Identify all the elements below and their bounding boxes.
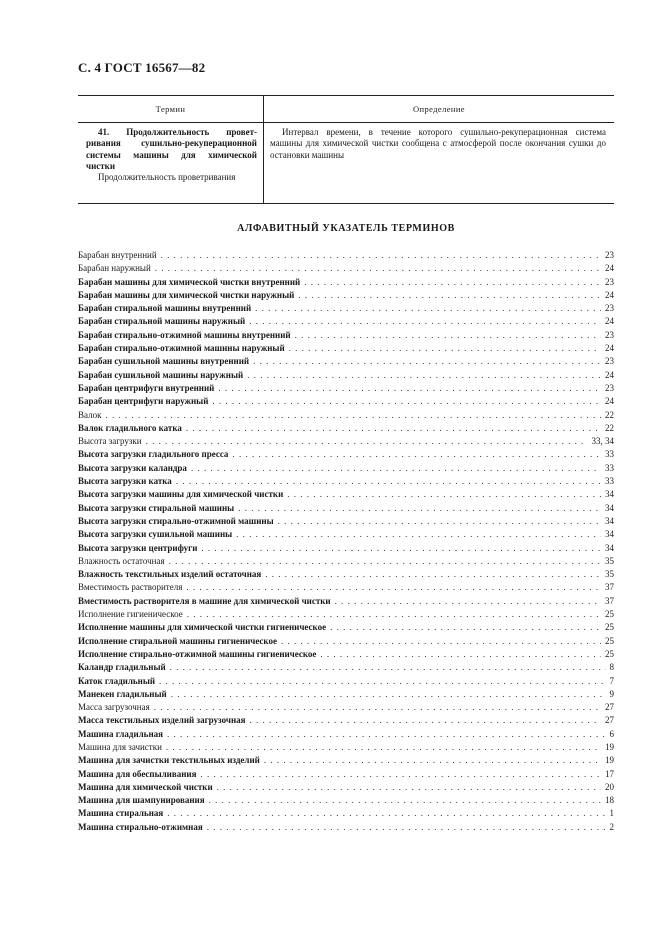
leader-dots bbox=[253, 355, 601, 368]
leader-dots bbox=[217, 781, 601, 794]
leader-dots bbox=[320, 648, 601, 661]
entry-term: Высота загрузки bbox=[78, 436, 142, 447]
leader-dots bbox=[191, 462, 601, 475]
index-entry bbox=[78, 608, 614, 621]
entry-page: 34 bbox=[605, 542, 614, 553]
leader-dots bbox=[161, 249, 601, 262]
entry-page: 24 bbox=[605, 316, 614, 327]
index-entry bbox=[78, 435, 614, 448]
entry-term: Влажность текстильных изделий остаточная bbox=[78, 569, 262, 580]
entry-page: 24 bbox=[605, 289, 614, 300]
index-entry bbox=[78, 768, 614, 781]
entry-term: Исполнение гигиеническое bbox=[78, 609, 183, 620]
leader-dots bbox=[207, 821, 606, 834]
leader-dots bbox=[171, 688, 606, 701]
leader-dots bbox=[169, 555, 601, 568]
index-entry bbox=[78, 821, 614, 834]
entry-term: Машина для химической чистки bbox=[78, 781, 213, 792]
entry-term: Валок bbox=[78, 409, 102, 420]
entry-page: 23 bbox=[605, 382, 614, 393]
leader-dots bbox=[330, 621, 601, 634]
leader-dots bbox=[281, 635, 601, 648]
leader-dots bbox=[278, 515, 601, 528]
index-entry bbox=[78, 249, 614, 262]
index-entry bbox=[78, 754, 614, 767]
entry-page: 22 bbox=[605, 409, 614, 420]
entry-page: 19 bbox=[605, 755, 614, 766]
index-entry bbox=[78, 581, 614, 594]
entry-term: Масса текстильных изделий загрузочная bbox=[78, 715, 246, 726]
leader-dots bbox=[159, 675, 605, 688]
entry-page: 24 bbox=[605, 263, 614, 274]
index-entry bbox=[78, 807, 614, 820]
entry-page: 24 bbox=[605, 343, 614, 354]
entry-page: 37 bbox=[605, 595, 614, 606]
index-entry bbox=[78, 781, 614, 794]
entry-term: Барабан сушильной машины наружный bbox=[78, 369, 244, 380]
term-cell bbox=[78, 123, 264, 203]
entry-term: Исполнение машины для химической чистки гигиеническое bbox=[78, 622, 327, 633]
index-entry bbox=[78, 409, 614, 422]
entry-page: 22 bbox=[605, 422, 614, 433]
leader-dots bbox=[154, 701, 601, 714]
index-entry bbox=[78, 462, 614, 475]
index-entry bbox=[78, 329, 614, 342]
entry-term: Высота загрузки катка bbox=[78, 476, 172, 487]
index-entry bbox=[78, 302, 614, 315]
table-row bbox=[78, 123, 614, 203]
index-entry bbox=[78, 488, 614, 501]
entry-term: Высота загрузки стирально-отжимной машины bbox=[78, 515, 274, 526]
entry-page: 23 bbox=[605, 276, 614, 287]
entry-term: Машина для зачистки текстильных изделий bbox=[78, 755, 260, 766]
leader-dots bbox=[155, 262, 601, 275]
entry-term: Машина гладильная bbox=[78, 728, 163, 739]
entry-page: 9 bbox=[609, 688, 614, 699]
leader-dots bbox=[289, 342, 601, 355]
entry-page: 27 bbox=[605, 715, 614, 726]
entry-page: 35 bbox=[605, 555, 614, 566]
leader-dots bbox=[186, 581, 601, 594]
index-entry bbox=[78, 515, 614, 528]
page-header: С. 4 ГОСТ 16567—82 bbox=[78, 60, 206, 75]
leader-dots bbox=[236, 528, 601, 541]
entry-page: 23 bbox=[605, 250, 614, 260]
entry-term: Каландр гладильный bbox=[78, 662, 166, 673]
index-entry bbox=[78, 728, 614, 741]
index-title: АЛФАВИТНЫЙ УКАЗАТЕЛЬ ТЕРМИНОВ bbox=[237, 223, 455, 234]
index-entry bbox=[78, 741, 614, 754]
index-entry bbox=[78, 355, 614, 368]
entry-term: Барабан машины для химической чистки наружный bbox=[78, 289, 295, 300]
entry-term: Барабан машины для химической чистки внутренний bbox=[78, 276, 301, 287]
leader-dots bbox=[176, 475, 601, 488]
entry-term: Барабан стиральной машины наружный bbox=[78, 316, 246, 327]
term-standard: 41. Продолжительность проветривания сушильно-рекуперационной системы машины для химической чистки bbox=[86, 127, 257, 171]
leader-dots bbox=[298, 289, 601, 302]
leader-dots bbox=[201, 542, 601, 555]
index-entry bbox=[78, 382, 614, 395]
entry-term: Машина для шампунирования bbox=[78, 795, 205, 806]
index-entry bbox=[78, 661, 614, 674]
entry-term: Барабан стиральной машины внутренний bbox=[78, 303, 252, 314]
term-synonym: Продолжительность проветривания bbox=[98, 172, 236, 183]
index-entry bbox=[78, 369, 614, 382]
index-entry bbox=[78, 342, 614, 355]
index-entry bbox=[78, 555, 614, 568]
entry-page: 2 bbox=[609, 821, 614, 832]
index-entry bbox=[78, 395, 614, 408]
entry-term: Машина для зачистки bbox=[78, 741, 162, 752]
leader-dots bbox=[304, 276, 601, 289]
leader-dots bbox=[232, 448, 601, 461]
entry-term: Высота загрузки машины для химической чистки bbox=[78, 489, 284, 500]
leader-dots bbox=[170, 661, 606, 674]
entry-term: Барабан стирально-отжимной машины внутренний bbox=[78, 329, 291, 340]
entry-page: 23 bbox=[605, 356, 614, 367]
leader-dots bbox=[167, 807, 605, 820]
entry-term: Барабан стирально-отжимной машины наружный bbox=[78, 343, 285, 354]
entry-term: Манекен гладильный bbox=[78, 688, 167, 699]
entry-page: 37 bbox=[605, 582, 614, 593]
index-entry bbox=[78, 688, 614, 701]
index-entry bbox=[78, 648, 614, 661]
entry-term: Высота загрузки сушильной машины bbox=[78, 529, 233, 540]
index-entry bbox=[78, 714, 614, 727]
index-entry bbox=[78, 595, 614, 608]
leader-dots bbox=[264, 754, 601, 767]
column-header-definition: Определение bbox=[413, 104, 465, 114]
entry-term: Барабан центрифуги наружный bbox=[78, 396, 209, 407]
column-header-term: Термин bbox=[78, 96, 264, 122]
entry-page: 25 bbox=[605, 609, 614, 620]
entry-page: 17 bbox=[605, 768, 614, 779]
leader-dots bbox=[212, 395, 601, 408]
entry-page: 6 bbox=[609, 728, 614, 739]
entry-term: Барабан внутренний bbox=[78, 250, 157, 260]
entry-term: Вместимость растворителя в машине для химической чистки bbox=[78, 595, 331, 606]
index-entry bbox=[78, 502, 614, 515]
entry-page: 33 bbox=[605, 476, 614, 487]
entry-page: 33 bbox=[605, 449, 614, 460]
index-entry bbox=[78, 794, 614, 807]
entry-term: Барабан сушильной машины внутренний bbox=[78, 356, 250, 367]
entry-page: 23 bbox=[605, 303, 614, 314]
entry-page: 27 bbox=[605, 702, 614, 713]
index-entry bbox=[78, 528, 614, 541]
leader-dots bbox=[265, 568, 601, 581]
entry-page: 1 bbox=[609, 808, 614, 819]
index-entry bbox=[78, 635, 614, 648]
entry-page: 7 bbox=[609, 675, 614, 686]
entry-page: 34 bbox=[605, 502, 614, 513]
entry-page: 34 bbox=[605, 489, 614, 500]
entry-term: Высота загрузки каландра bbox=[78, 462, 187, 473]
index-entry bbox=[78, 276, 614, 289]
entry-page: 35 bbox=[605, 569, 614, 580]
entry-term: Вместимость растворителя bbox=[78, 582, 183, 593]
leader-dots bbox=[335, 595, 601, 608]
index-entry bbox=[78, 675, 614, 688]
entry-page: 25 bbox=[605, 635, 614, 646]
leader-dots bbox=[166, 741, 601, 754]
entry-term: Машина для обеспыливания bbox=[78, 768, 197, 779]
leader-dots bbox=[295, 329, 601, 342]
entry-page: 33, 34 bbox=[591, 436, 614, 447]
entry-term: Влажность остаточная bbox=[78, 555, 165, 566]
leader-dots bbox=[167, 728, 606, 741]
index-entry bbox=[78, 315, 614, 328]
entry-term: Каток гладильный bbox=[78, 675, 156, 686]
index-list bbox=[78, 249, 614, 834]
entry-term: Исполнение стиральной машины гигиеническое bbox=[78, 635, 277, 646]
leader-dots bbox=[250, 714, 601, 727]
leader-dots bbox=[186, 422, 601, 435]
entry-page: 34 bbox=[605, 515, 614, 526]
entry-page: 8 bbox=[609, 662, 614, 673]
leader-dots bbox=[238, 502, 601, 515]
entry-term: Машина стиральная bbox=[78, 808, 164, 819]
leader-dots bbox=[146, 435, 588, 448]
entry-page: 24 bbox=[605, 396, 614, 407]
entry-page: 33 bbox=[605, 462, 614, 473]
leader-dots bbox=[249, 315, 601, 328]
index-entry bbox=[78, 289, 614, 302]
entry-page: 18 bbox=[605, 795, 614, 806]
entry-page: 19 bbox=[605, 741, 614, 752]
term-table bbox=[78, 95, 614, 204]
leader-dots bbox=[255, 302, 601, 315]
entry-page: 23 bbox=[605, 329, 614, 340]
entry-term: Высота загрузки центрифуги bbox=[78, 542, 198, 553]
entry-term: Масса загрузочная bbox=[78, 702, 150, 713]
entry-term: Исполнение стирально-отжимной машины гигиеническое bbox=[78, 648, 317, 659]
index-entry bbox=[78, 448, 614, 461]
entry-term: Машина стирально-отжимная bbox=[78, 821, 203, 832]
entry-page: 20 bbox=[605, 781, 614, 792]
entry-term: Барабан центрифуги внутренний bbox=[78, 382, 215, 393]
index-entry bbox=[78, 621, 614, 634]
index-entry bbox=[78, 475, 614, 488]
entry-term: Высота загрузки гладильного пресса bbox=[78, 449, 229, 460]
leader-dots bbox=[218, 382, 601, 395]
entry-page: 25 bbox=[605, 648, 614, 659]
entry-page: 25 bbox=[605, 622, 614, 633]
index-entry bbox=[78, 422, 614, 435]
entry-term: Барабан наружный bbox=[78, 263, 151, 274]
leader-dots bbox=[287, 488, 601, 501]
leader-dots bbox=[247, 369, 601, 382]
entry-page: 24 bbox=[605, 369, 614, 380]
index-entry bbox=[78, 568, 614, 581]
table-header-row bbox=[78, 96, 614, 123]
leader-dots bbox=[187, 608, 601, 621]
index-entry bbox=[78, 542, 614, 555]
entry-page: 34 bbox=[605, 529, 614, 540]
index-entry bbox=[78, 701, 614, 714]
leader-dots bbox=[200, 768, 601, 781]
index-entry bbox=[78, 262, 614, 275]
leader-dots bbox=[209, 794, 601, 807]
definition-cell: Интервал времени, в течение которого сушильно-рекуперационная система машины для химической чистки сообщена с атмосферой после окончания сушки до остановки машины bbox=[270, 127, 606, 160]
entry-term: Валок гладильного катка bbox=[78, 422, 182, 433]
entry-term: Высота загрузки стиральной машины bbox=[78, 502, 235, 513]
leader-dots bbox=[105, 409, 601, 422]
